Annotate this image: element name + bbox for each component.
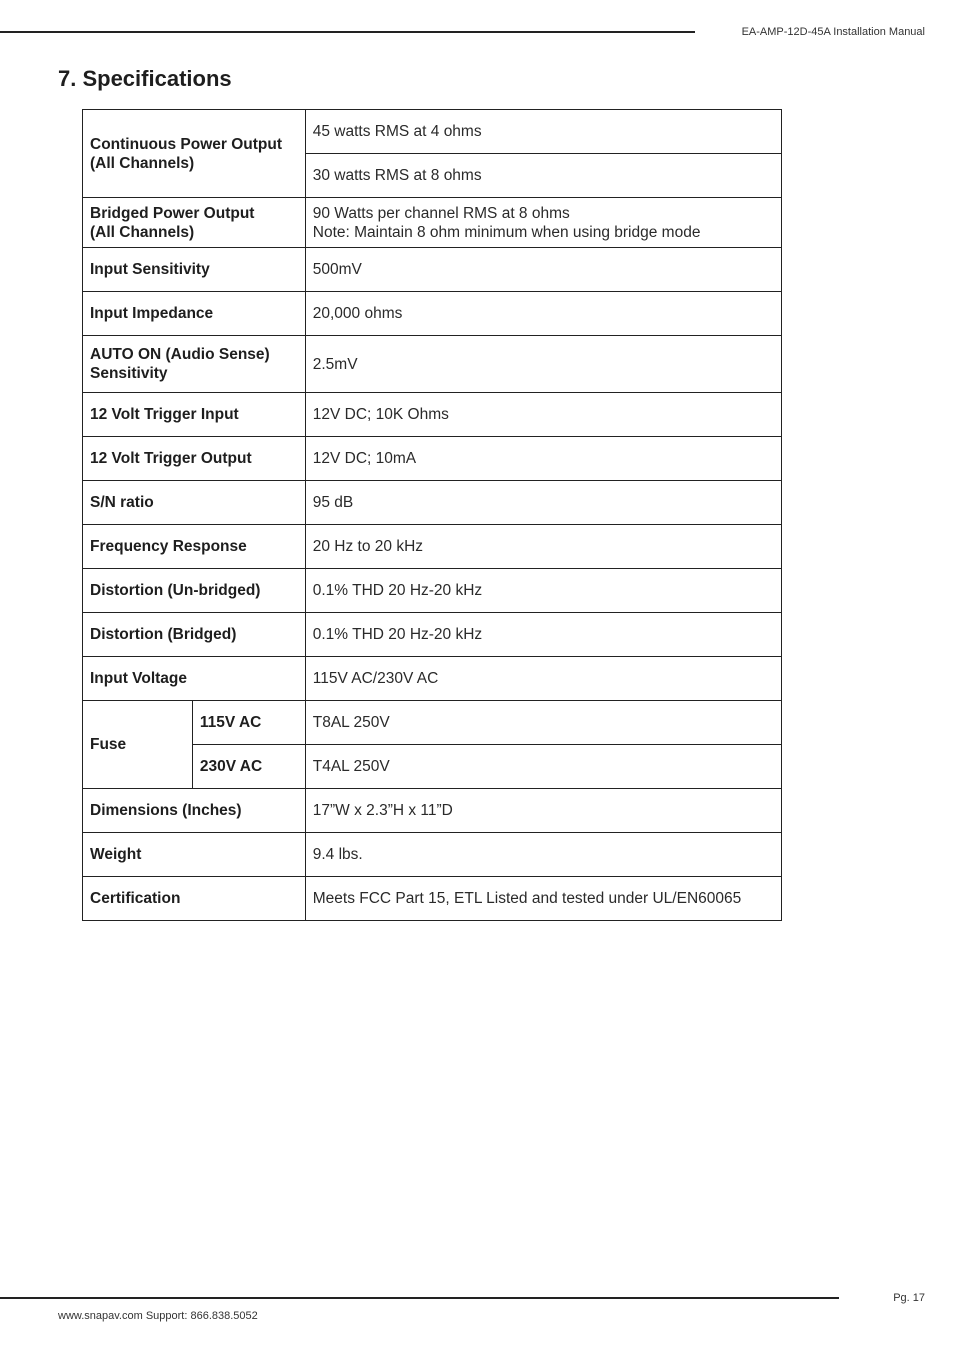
page-number: Pg. 17 — [893, 1292, 925, 1304]
input-sensitivity-value: 500mV — [305, 248, 781, 292]
footer-contact: www.snapav.com Support: 866.838.5052 — [58, 1310, 258, 1322]
trigger-input-label: 12 Volt Trigger Input — [83, 393, 306, 437]
input-voltage-value: 115V AC/230V AC — [305, 657, 781, 701]
continuous-power-label — [83, 110, 306, 198]
weight-label: Weight — [83, 833, 306, 877]
weight-value: 9.4 lbs. — [305, 833, 781, 877]
sn-ratio-value: 95 dB — [305, 481, 781, 525]
trigger-output-value: 12V DC; 10mA — [305, 437, 781, 481]
distortion-bridged-value: 0.1% THD 20 Hz-20 kHz — [305, 613, 781, 657]
fuse-115v-label: 115V AC — [192, 701, 305, 745]
auto-on-label — [83, 336, 306, 393]
bridged-power-label — [83, 198, 306, 248]
manual-title: EA-AMP-12D-45A Installation Manual — [741, 26, 925, 38]
frequency-response-label: Frequency Response — [83, 525, 306, 569]
header-rule — [0, 31, 695, 33]
table-row — [83, 248, 782, 292]
fuse-230v-label: 230V AC — [192, 745, 305, 789]
table-row — [83, 701, 782, 745]
bridged-power-value — [305, 198, 781, 248]
fuse-115v-value: T8AL 250V — [305, 701, 781, 745]
bridged-power-label-line2: (All Channels) — [90, 223, 195, 241]
table-row — [83, 292, 782, 336]
table-row — [83, 789, 782, 833]
continuous-power-value-8ohm: 30 watts RMS at 8 ohms — [305, 154, 781, 198]
bridged-power-note: Note: Maintain 8 ohm minimum when using bridge mode — [312, 223, 701, 241]
dimensions-value: 17”W x 2.3”H x 11”D — [305, 789, 781, 833]
table-row — [83, 437, 782, 481]
specifications-table — [82, 109, 782, 921]
certification-label: Certification — [83, 877, 306, 921]
fuse-label: Fuse — [83, 701, 193, 789]
table-row — [83, 198, 782, 248]
input-sensitivity-label: Input Sensitivity — [83, 248, 306, 292]
distortion-unbridged-label: Distortion (Un-bridged) — [83, 569, 306, 613]
input-voltage-label: Input Voltage — [83, 657, 306, 701]
table-row — [83, 657, 782, 701]
bridged-power-label-line1: Bridged Power Output — [90, 204, 255, 222]
table-row — [83, 877, 782, 921]
auto-on-label-line1: AUTO ON (Audio Sense) — [90, 346, 270, 363]
sn-ratio-label: S/N ratio — [83, 481, 306, 525]
frequency-response-value: 20 Hz to 20 kHz — [305, 525, 781, 569]
trigger-input-value: 12V DC; 10K Ohms — [305, 393, 781, 437]
auto-on-label-line2: Sensitivity — [90, 365, 168, 382]
table-row — [83, 525, 782, 569]
table-row — [83, 481, 782, 525]
fuse-230v-value: T4AL 250V — [305, 745, 781, 789]
footer-rule — [0, 1297, 839, 1299]
table-row — [83, 569, 782, 613]
continuous-power-value-4ohm: 45 watts RMS at 4 ohms — [305, 110, 781, 154]
distortion-bridged-label: Distortion (Bridged) — [83, 613, 306, 657]
certification-value: Meets FCC Part 15, ETL Listed and tested under UL/EN60065 — [305, 877, 781, 921]
input-impedance-value: 20,000 ohms — [305, 292, 781, 336]
table-row — [83, 110, 782, 154]
dimensions-label: Dimensions (Inches) — [83, 789, 306, 833]
trigger-output-label: 12 Volt Trigger Output — [83, 437, 306, 481]
distortion-unbridged-value: 0.1% THD 20 Hz-20 kHz — [305, 569, 781, 613]
table-row — [83, 613, 782, 657]
table-row — [83, 393, 782, 437]
table-row — [83, 833, 782, 877]
continuous-power-label-line2: (All Channels) — [90, 154, 195, 172]
section-title: 7. Specifications — [58, 66, 232, 91]
table-row — [83, 336, 782, 393]
auto-on-value: 2.5mV — [305, 336, 781, 393]
bridged-power-value-line1: 90 Watts per channel RMS at 8 ohms — [312, 204, 570, 222]
input-impedance-label: Input Impedance — [83, 292, 306, 336]
continuous-power-label-line1: Continuous Power Output — [90, 135, 283, 153]
